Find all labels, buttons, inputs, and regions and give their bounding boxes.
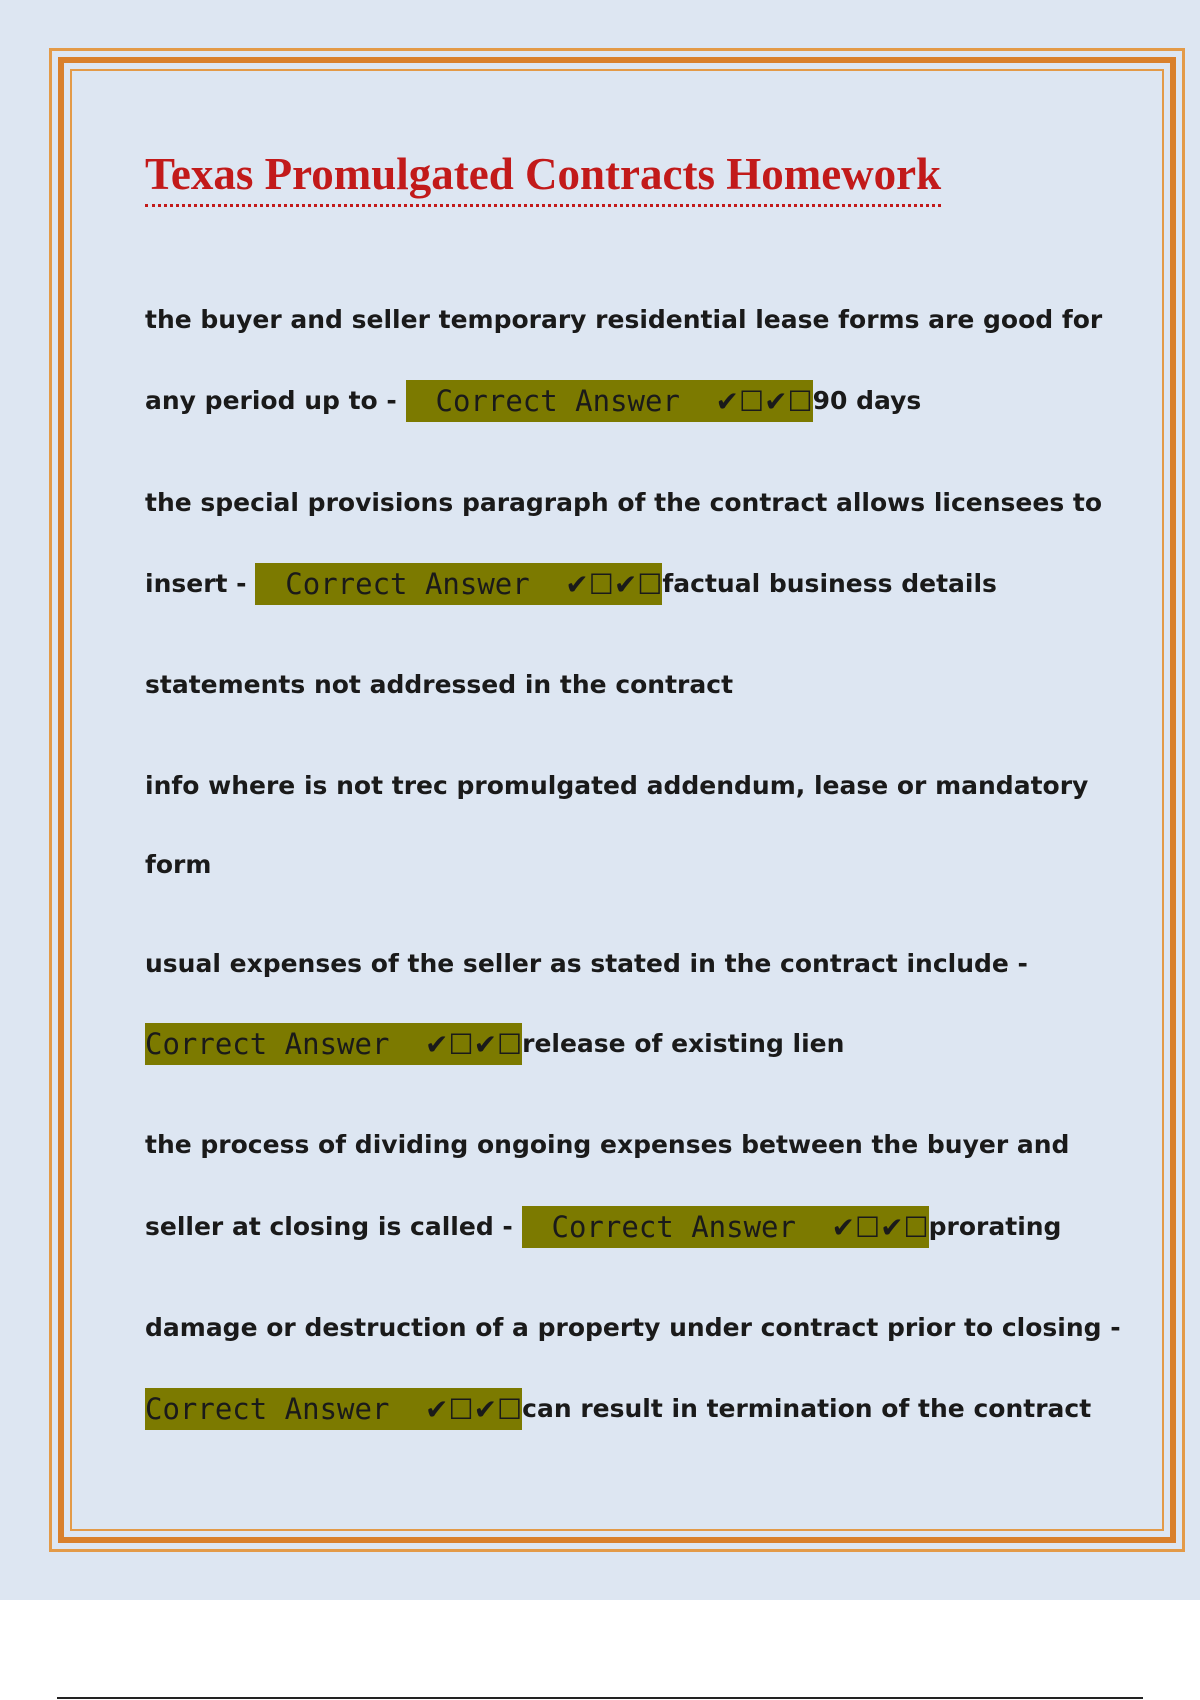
correct-answer-badge <box>522 1206 929 1248</box>
answer-text: release of existing lien <box>522 1029 845 1058</box>
checkmark-icons: ✔☐✔☐ <box>831 1211 929 1244</box>
question-text: damage or destruction of a property under contract prior to closing - <box>145 1313 1121 1342</box>
text-line <box>145 1388 1091 1430</box>
question-text: usual expenses of the seller as stated in the contract include - <box>145 949 1028 978</box>
footer-rule <box>57 1697 1143 1699</box>
correct-answer-label: Correct Answer <box>435 384 680 418</box>
text-line <box>145 1023 844 1065</box>
text-line <box>145 1206 1061 1248</box>
text-line <box>145 664 733 706</box>
question-text: any period up to - <box>145 386 406 415</box>
text-line <box>145 943 1028 985</box>
correct-answer-label: Correct Answer <box>145 1392 390 1426</box>
checkmark-icons: ✔☐✔☐ <box>565 568 663 601</box>
answer-text: factual business details <box>662 569 997 598</box>
text-line <box>145 844 211 886</box>
question-text: info where is not trec promulgated addendum, lease or mandatory <box>145 771 1089 800</box>
correct-answer-badge <box>145 1023 522 1065</box>
question-text: the buyer and seller temporary residential lease forms are good for <box>145 305 1103 334</box>
correct-answer-badge <box>406 380 813 422</box>
text-line <box>145 380 921 422</box>
correct-answer-badge <box>255 563 662 605</box>
checkmark-icons: ✔☐✔☐ <box>425 1028 523 1061</box>
question-text: statements not addressed in the contract <box>145 670 734 699</box>
correct-answer-label: Correct Answer <box>145 1027 390 1061</box>
answer-text: can result in termination of the contract <box>522 1394 1092 1423</box>
question-text: insert - <box>145 569 256 598</box>
question-text: seller at closing is called - <box>145 1212 522 1241</box>
correct-answer-badge <box>145 1388 522 1430</box>
text-line <box>145 482 1102 524</box>
question-text: the special provisions paragraph of the contract allows licensees to <box>145 488 1103 517</box>
answer-text: prorating <box>928 1212 1062 1241</box>
correct-answer-label: Correct Answer <box>285 567 530 601</box>
checkmark-icons: ✔☐✔☐ <box>715 385 813 418</box>
answer-text: 90 days <box>812 386 922 415</box>
text-line <box>145 765 1088 807</box>
text-line <box>145 1307 1121 1349</box>
question-text: form <box>145 850 212 879</box>
text-line <box>145 299 1102 341</box>
checkmark-icons: ✔☐✔☐ <box>425 1393 523 1426</box>
text-line <box>145 563 997 605</box>
text-line <box>145 1124 1069 1166</box>
document-title: Texas Promulgated Contracts Homework <box>145 146 941 207</box>
correct-answer-label: Correct Answer <box>551 1210 796 1244</box>
question-text: the process of dividing ongoing expenses between the buyer and <box>145 1130 1070 1159</box>
